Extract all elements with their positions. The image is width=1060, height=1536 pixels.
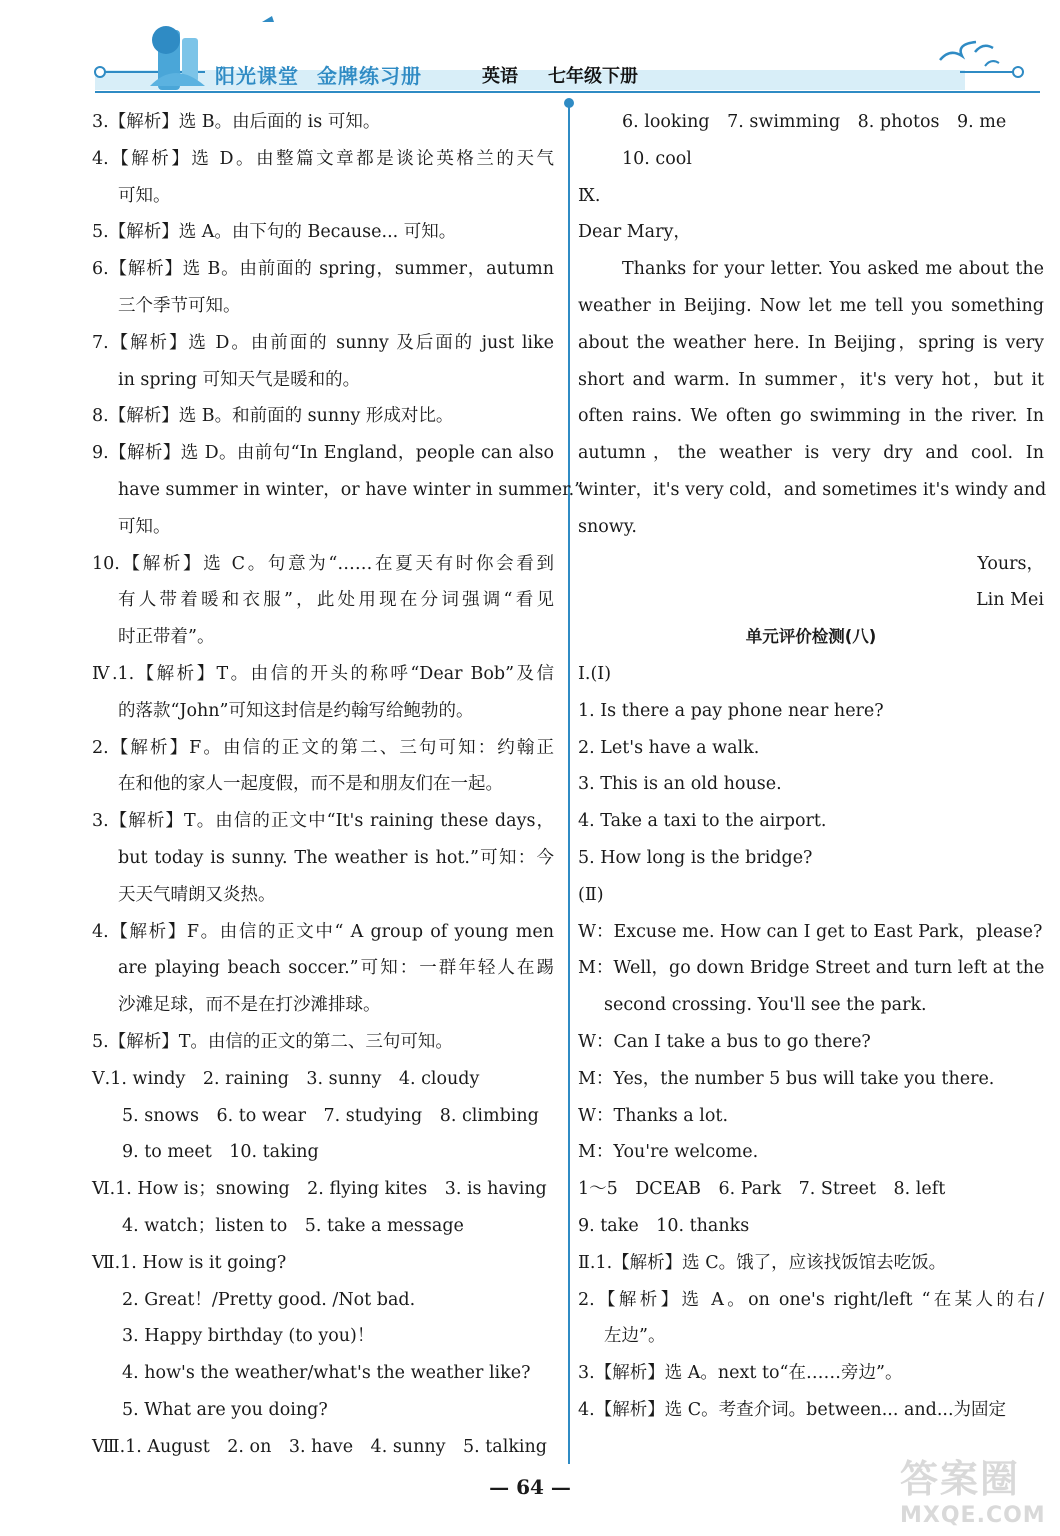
series-title-part2: 金牌练习册: [317, 64, 422, 88]
subject-label: 英语: [482, 66, 518, 87]
text-line: 5.【解析】选 A。由下句的 Because... 可知。: [92, 222, 457, 243]
text-line: 可知。: [118, 516, 171, 537]
text-line: 3.【解析】选 A。next to“在……旁边”。: [578, 1363, 903, 1384]
text-line: M：You're welcome.: [578, 1142, 759, 1163]
text-line: Ⅳ.1.【解析】T。由信的开头的称呼“Dear Bob”及信: [92, 663, 554, 684]
column-divider: [568, 102, 570, 1464]
subject-title: [482, 62, 668, 88]
text-line: 9. take 10. thanks: [578, 1215, 750, 1236]
bird-small-icon: [262, 16, 274, 22]
text-line: 1. Is there a pay phone near here?: [578, 700, 884, 721]
text-line: 2. Great！/Pretty good. /Not bad.: [122, 1289, 416, 1310]
text-line: Ⅰ.(Ⅰ): [578, 663, 612, 684]
text-line: autumn，the weather is very dry and cool. In: [578, 443, 1044, 464]
text-line: 2.【解析】F。由信的正文的第二、三句可知：约翰正: [92, 737, 554, 758]
right-column: [578, 104, 1047, 1429]
text-line: weather in Beijing. Now let me tell you something: [578, 295, 1044, 316]
text-line: 4.【解析】F。由信的正文中“ A group of young men: [92, 921, 554, 942]
text-line: 7.【解析】选 D。由前面的 sunny 及后面的 just like: [92, 332, 554, 353]
text-line: 4. Take a taxi to the airport.: [578, 811, 827, 832]
text-line: 时正带着”。: [118, 627, 215, 648]
bird-icon-3: [985, 61, 999, 66]
text-line: 3.【解析】选 B。由后面的 is 可知。: [92, 112, 381, 132]
text-line: second crossing. You'll see the park.: [604, 995, 927, 1016]
text-line: are playing beach soccer.”可知：一群年轻人在踢: [118, 958, 554, 979]
text-line: winter，it's very cold，and sometimes it's windy and: [578, 479, 1047, 500]
text-line: Ⅴ.1. windy 2. raining 3. sunny 4. cloudy: [92, 1068, 480, 1089]
text-line: 左边”。: [604, 1326, 666, 1347]
text-line: M：Yes，the number 5 bus will take you there.: [578, 1068, 995, 1089]
page-number: — 64 —: [489, 1475, 571, 1499]
header-dot-right: [1013, 67, 1023, 77]
text-line: 3.【解析】T。由信的正文中“It's raining these days，: [92, 811, 554, 832]
section-title: 单元评价检测(八): [745, 627, 877, 647]
grade-label: 七年级下册: [548, 66, 638, 87]
text-line: 9. to meet 10. taking: [122, 1142, 319, 1163]
text-line: 6. looking 7. swimming 8. photos 9. me: [622, 112, 1007, 132]
text-line: 4.【解析】选 D。由整篇文章都是谈论英格兰的天气: [92, 148, 554, 169]
series-title-part1: 阳光课堂: [215, 64, 299, 88]
text-line: 2. Let's have a walk.: [578, 737, 760, 758]
page-header: [0, 0, 1060, 100]
text-line: 2.【解析】选 A。on one's right/left “在某人的右/: [578, 1289, 1044, 1310]
letter-salutation: Dear Mary，: [578, 222, 691, 243]
text-line: Thanks for your letter. You asked me about the: [622, 259, 1044, 280]
sun-icon: [152, 26, 180, 54]
text-line: 3. This is an old house.: [578, 774, 782, 795]
text-line: 1～5 DCEAB 6. Park 7. Street 8. left: [578, 1179, 946, 1200]
text-line: Ⅸ.: [578, 185, 601, 206]
letter-closing: Yours，: [977, 553, 1044, 574]
text-line: 10. cool: [622, 148, 692, 169]
text-line: 沙滩足球，而不是在打沙滩排球。: [118, 995, 381, 1016]
text-line: 3. Happy birthday (to you)！: [122, 1326, 375, 1347]
text-line: (Ⅱ): [578, 884, 604, 905]
text-line: often rains. We often go swimming in the river. In: [578, 406, 1044, 427]
text-line: 5.【解析】T。由信的正文的第二、三句可知。: [92, 1031, 453, 1052]
text-line: Ⅷ.1. August 2. on 3. have 4. sunny 5. talking: [92, 1436, 547, 1457]
text-line: 4.【解析】选 C。考查介词。between... and...为固定: [578, 1399, 1007, 1420]
text-line: 5. How long is the bridge?: [578, 847, 813, 868]
letter-signature: Lin Mei: [976, 590, 1044, 611]
text-line: Ⅱ.1.【解析】选 C。饿了，应该找饭馆去吃饭。: [578, 1252, 947, 1273]
text-line: in spring 可知天气是暖和的。: [118, 369, 361, 390]
watermark-text: 答案圈: [900, 1457, 1021, 1501]
header-dot-left: [95, 67, 105, 77]
text-line: 6.【解析】选 B。由前面的 spring，summer，autumn: [92, 259, 554, 280]
text-line: 在和他的家人一起度假，而不是和朋友们在一起。: [118, 774, 503, 795]
text-line: W：Thanks a lot.: [578, 1105, 729, 1126]
text-line: 可知。: [118, 185, 171, 206]
text-line: short and warm. In summer，it's very hot，but it: [578, 369, 1044, 390]
text-line: 5. snows 6. to wear 7. studying 8. climbing: [122, 1105, 539, 1126]
text-line: have summer in winter，or have winter in summer.”: [118, 479, 584, 500]
bird-icon: [940, 42, 976, 60]
watermark-url: MXQE.COM: [900, 1503, 1046, 1528]
text-line: 有人带着暖和衣服”，此处用现在分词强调“看见: [118, 590, 554, 611]
text-line: 4. how's the weather/what's the weather like?: [122, 1363, 531, 1384]
left-column: [92, 104, 584, 1465]
text-line: M：Well，go down Bridge Street and turn left at the: [578, 958, 1045, 979]
text-line: 10.【解析】选 C。句意为“……在夏天有时你会看到: [92, 553, 554, 574]
text-line: snowy.: [578, 516, 637, 537]
text-line: 的落款“John”可知这封信是约翰写给鲍勃的。: [118, 700, 474, 721]
text-line: 5. What are you doing?: [122, 1399, 328, 1420]
text-line: W：Excuse me. How can I get to East Park，please?: [578, 921, 1043, 942]
text-line: 天天气晴朗又炎热。: [118, 884, 276, 905]
text-line: about the weather here. In Beijing，spring is very: [578, 332, 1044, 353]
text-line: Ⅵ.1. How is；snowing 2. flying kites 3. is having: [92, 1179, 547, 1200]
text-line: W：Can I take a bus to go there?: [578, 1031, 871, 1052]
text-line: Ⅶ.1. How is it going?: [92, 1252, 287, 1273]
series-title: [215, 60, 440, 89]
bird-icon-2: [975, 46, 993, 52]
text-line: 9.【解析】选 D。由前句“In England，people can also: [92, 443, 554, 464]
text-line: but today is sunny. The weather is hot.”可知：今: [118, 847, 554, 868]
text-line: 三个季节可知。: [118, 295, 241, 316]
text-line: 8.【解析】选 B。和前面的 sunny 形成对比。: [92, 406, 454, 427]
watermark: [900, 1448, 1050, 1532]
text-line: 4. watch；listen to 5. take a message: [122, 1215, 464, 1236]
